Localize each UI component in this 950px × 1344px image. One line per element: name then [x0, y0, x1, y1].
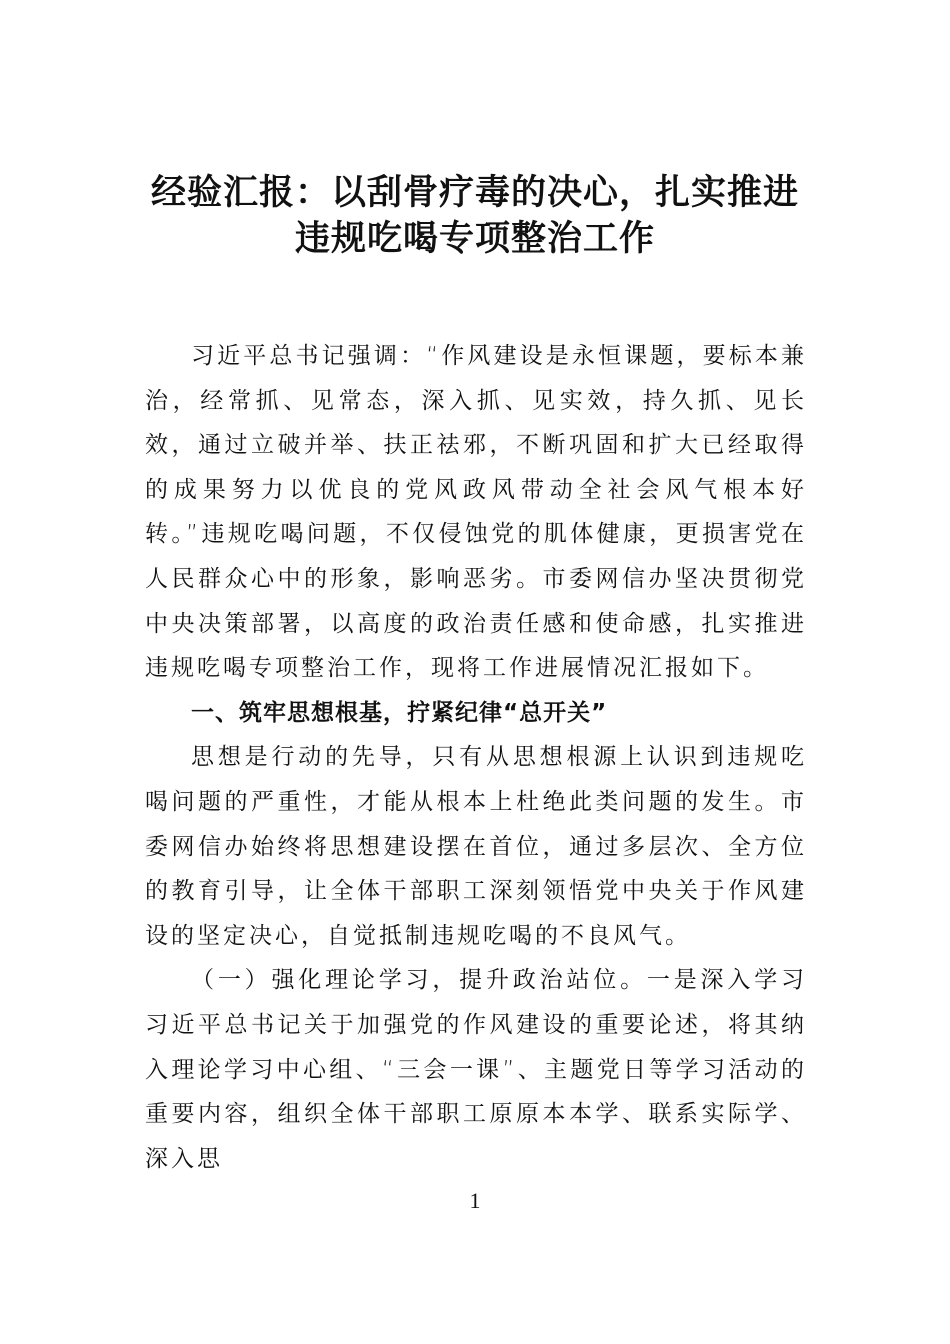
intro-paragraph: 习近平总书记强调：“作风建设是永恒课题，要标本兼治，经常抓、见常态，深入抓、见实效，持久抓、见长效，通过立破并举、扶正祛邪，不断巩固和扩大已经取得的成果努力以优良的党风政风带动全社会风气根本好转。”违规吃喝问题，不仅侵蚀党的肌体健康，更损害党在人民群众心中的形象，影响恶劣。市委网信办坚决贯彻党中央决策部署，以高度的政治责任感和使命感，扎实推进违规吃喝专项整治工作，现将工作进展情况汇报如下。	[145, 343, 807, 682]
subsection-1-paragraph	[145, 958, 807, 1181]
page-number: 1	[469, 1188, 481, 1213]
document-title-line-2: 违规吃喝专项整治工作	[294, 218, 655, 259]
subsection-1-body: 一是深入学习习近平总书记关于加强党的作风建设的重要论述，将其纳入理论学习中心组、“三会一课”、主题党日等学习活动的重要内容，组织全体干部职工原原本本学、联系实际学、深入思	[145, 967, 808, 1172]
section-1-heading: 一、筑牢思想根基，拧紧纪律“总开关”	[191, 699, 608, 726]
document-body	[145, 334, 807, 1181]
subsection-1-lead: （一）强化理论学习，提升政治站位。	[191, 967, 647, 994]
document-title-line-1: 经验汇报：以刮骨疗毒的决心，扎实推进	[150, 172, 799, 213]
section-1-paragraph: 思想是行动的先导，只有从思想根源上认识到违规吃喝问题的严重性，才能从根本上杜绝此类问题的发生。市委网信办始终将思想建设摆在首位，通过多层次、全方位的教育引导，让全体干部职工深刻领悟党中央关于作风建设的坚定决心，自觉抵制违规吃喝的不良风气。	[145, 744, 807, 949]
